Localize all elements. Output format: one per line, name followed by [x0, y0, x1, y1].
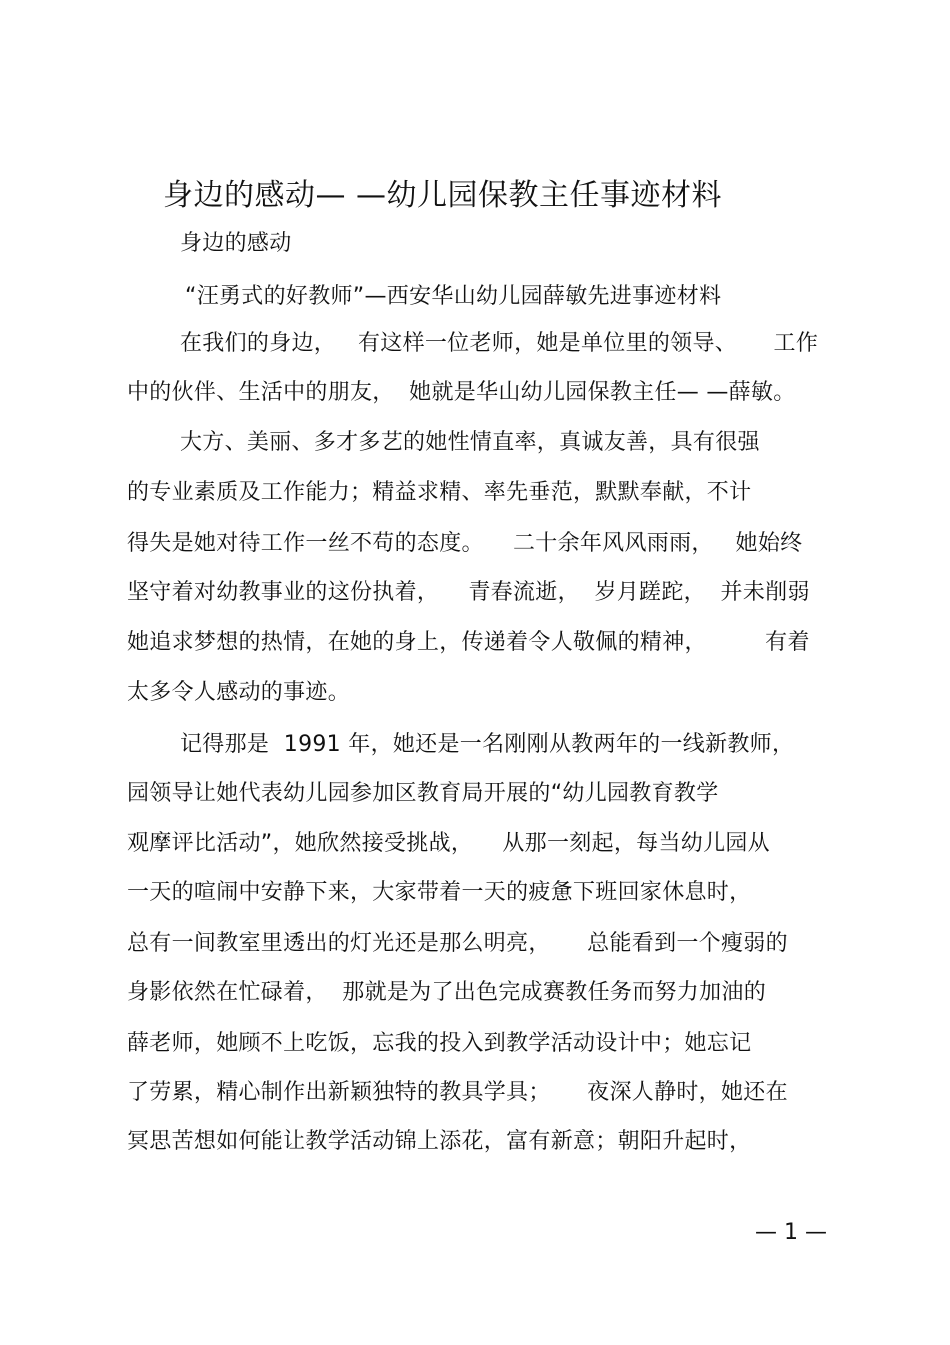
- text-line: 观摩评比活动”，她欣然接受挑战， 从那一刻起，每当幼儿园从: [127, 831, 770, 856]
- text-line: 中的伙伴、生活中的朋友， 她就是华山幼儿园保教主任— —薛敏。: [127, 380, 796, 405]
- text-line: 身边的感动: [180, 231, 292, 256]
- text-line: 了劳累，精心制作出新颖独特的教具学具； 夜深人静时，她还在: [127, 1080, 788, 1105]
- text-line: 一天的喧闹中安静下来，大家带着一天的疲惫下班回家休息时，: [127, 880, 752, 905]
- text-line: 总有一间教室里透出的灯光还是那么明亮， 总能看到一个瘦弱的: [127, 931, 788, 956]
- text-line: 太多令人感动的事迹。: [127, 680, 351, 705]
- text-line: 得失是她对待工作一丝不苟的态度。 二十余年风风雨雨， 她始终: [127, 531, 803, 556]
- text-line: 园领导让她代表幼儿园参加区教育局开展的“幼儿园教育教学: [127, 781, 719, 806]
- text-line: 薛老师，她顾不上吃饭，忘我的投入到教学活动设计中；她忘记: [127, 1031, 752, 1056]
- text-line: 在我们的身边， 有这样一位老师，她是单位里的领导、 工作: [180, 331, 819, 356]
- text-line: 记得那是 1991 年，她还是一名刚刚从教两年的一线新教师，: [180, 732, 795, 757]
- text-line: 的专业素质及工作能力；精益求精、率先垂范，默默奉献，不计: [127, 480, 752, 505]
- document-title: 身边的感动— —幼儿园保教主任事迹材料: [163, 178, 723, 213]
- text-line: “汪勇式的好教师”—西安华山幼儿园薛敏先进事迹材料: [185, 284, 722, 309]
- text-line: 身影依然在忙碌着， 那就是为了出色完成赛教任务而努力加油的: [127, 980, 766, 1005]
- text-line: 她追求梦想的热情，在她的身上，传递着令人敬佩的精神， 有着: [127, 630, 810, 655]
- text-line: 冥思苦想如何能让教学活动锦上添花，富有新意；朝阳升起时，: [127, 1129, 752, 1154]
- text-line: 坚守着对幼教事业的这份执着， 青春流逝， 岁月蹉跎， 并未削弱: [127, 580, 810, 605]
- text-line: 大方、美丽、多才多艺的她性情直率，真诚友善，具有很强: [180, 430, 760, 455]
- page-number: — 1 —: [755, 1220, 827, 1245]
